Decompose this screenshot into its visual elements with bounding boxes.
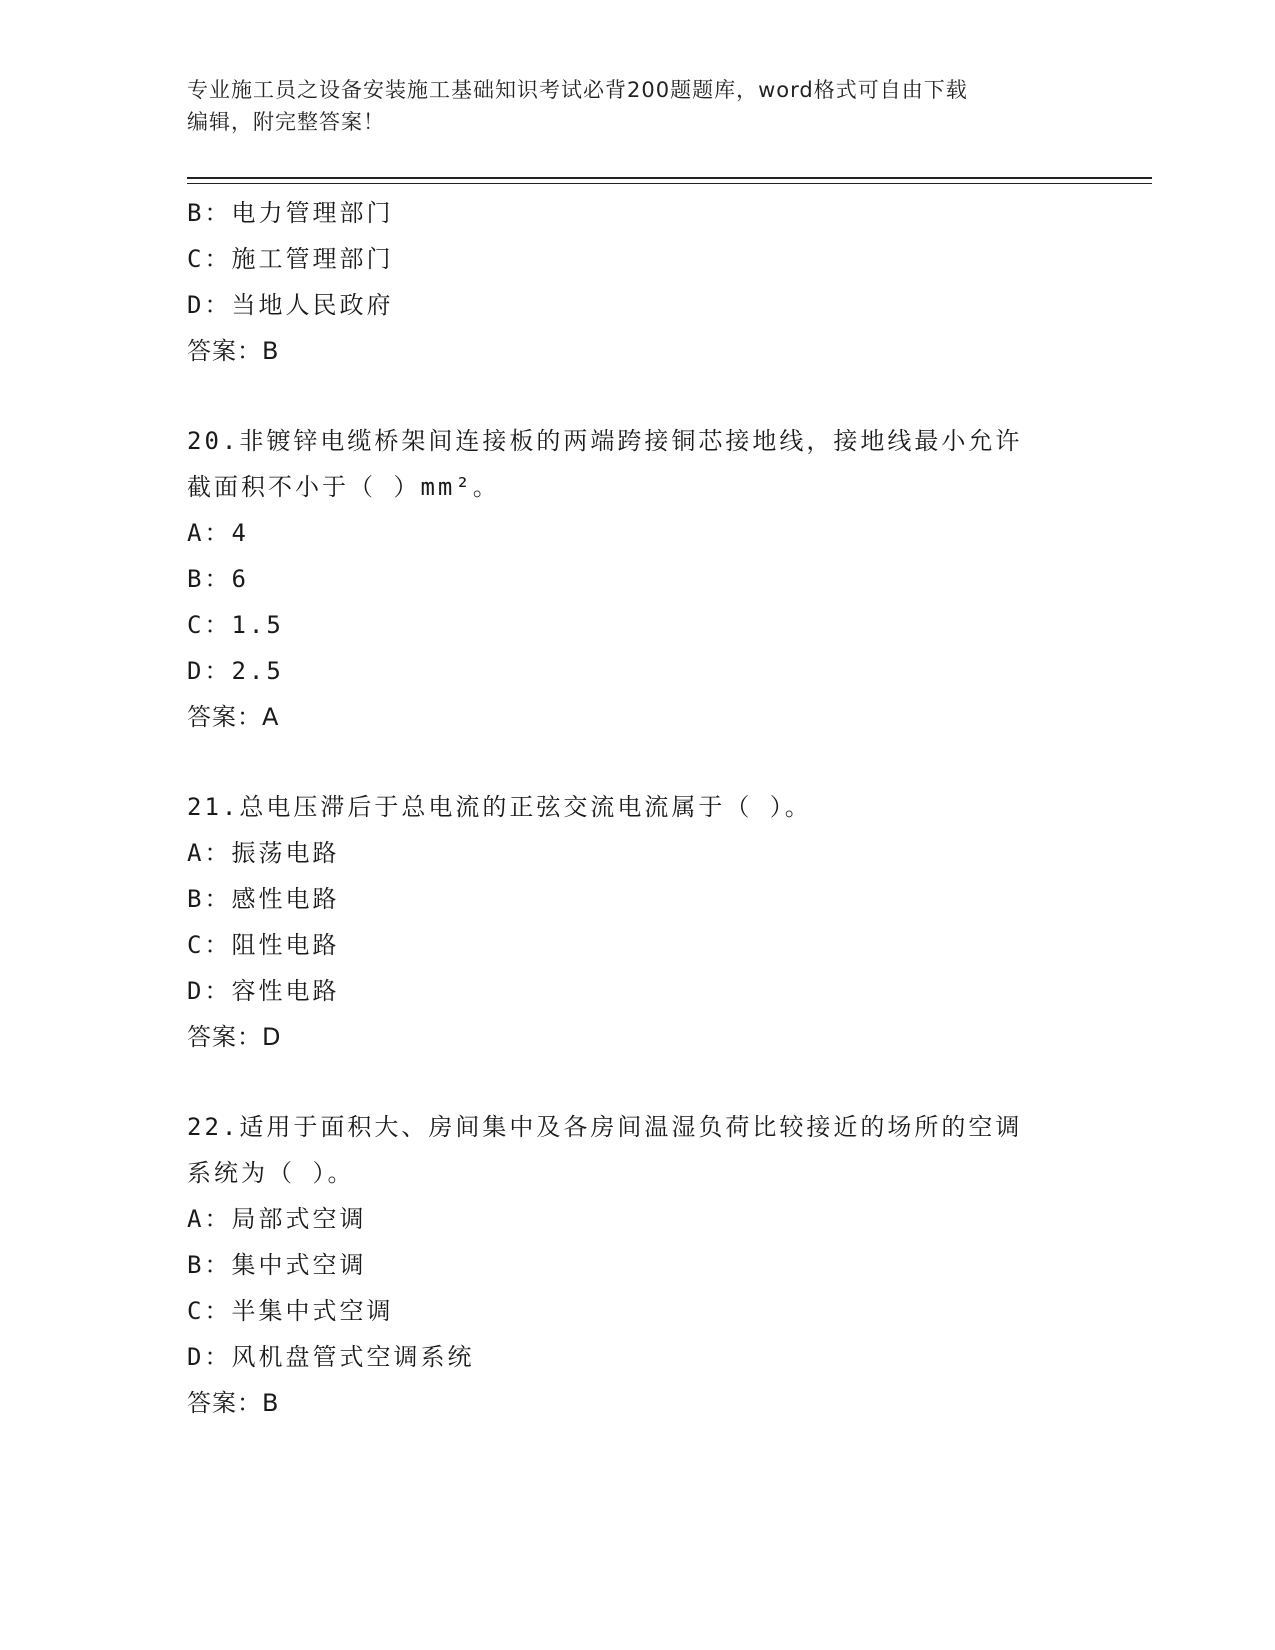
header-divider-thin [187,183,1152,184]
question-19-continued [187,190,1087,374]
question-20 [187,418,1087,740]
header-title-line-1: 专业施工员之设备安装施工基础知识考试必背200题题库，word格式可自由下载 [187,78,968,102]
question-stem-line-1: 20.非镀锌电缆桥架间连接板的两端跨接铜芯接地线，接地线最小允许 [187,427,1023,455]
answer-line: 答案：B [187,337,280,365]
question-spacer [187,740,1087,784]
header-divider-thick [187,177,1152,179]
option-c: C：阻性电路 [187,931,340,959]
option-d: D：风机盘管式空调系统 [187,1343,475,1371]
option-c: C：施工管理部门 [187,245,394,273]
answer-line: 答案：D [187,1023,282,1051]
question-21 [187,784,1087,1060]
option-a: A：4 [187,519,249,547]
option-a: A：局部式空调 [187,1205,367,1233]
question-spacer [187,1060,1087,1104]
answer-line: 答案：A [187,703,280,731]
option-b: B：电力管理部门 [187,199,394,227]
answer-line: 答案：B [187,1389,280,1417]
option-b: B：集中式空调 [187,1251,367,1279]
option-c: C：半集中式空调 [187,1297,394,1325]
option-b: B：6 [187,565,249,593]
option-d: D：2.5 [187,657,284,685]
option-d: D：当地人民政府 [187,291,394,319]
option-b: B：感性电路 [187,885,340,913]
question-spacer [187,374,1087,418]
document-header [187,74,1067,138]
option-a: A：振荡电路 [187,839,340,867]
question-stem-line-1: 22.适用于面积大、房间集中及各房间温湿负荷比较接近的场所的空调 [187,1113,1023,1141]
question-stem-line-1: 21.总电压滞后于总电流的正弦交流电流属于（ ）。 [187,793,812,821]
question-stem-line-2: 系统为（ ）。 [187,1159,355,1187]
question-list [187,190,1087,1426]
option-d: D：容性电路 [187,977,340,1005]
header-title-line-2: 编辑，附完整答案！ [187,110,385,134]
option-c: C：1.5 [187,611,284,639]
question-stem-line-2: 截面积不小于（ ）mm²。 [187,473,500,501]
question-22 [187,1104,1087,1426]
